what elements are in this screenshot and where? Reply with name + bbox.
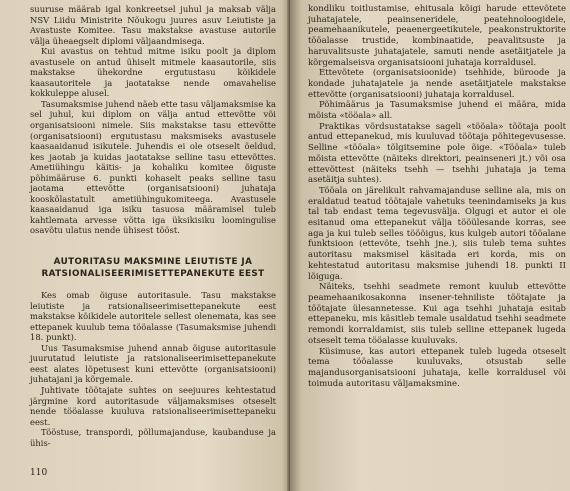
right-page (290, 0, 570, 491)
paragraph: Küsimuse, kas autori ettepanek tuleb lugeda otseselt tema tööalasse kuuluvaks, otsustab selle majandusorganisatsiooni juhataja, kelle korraldusel või toimuda autoritasu väljamaksmine. (308, 346, 566, 389)
paragraph: Tööala on järelikult rahvamajanduse selline ala, mis on eraldatud teatud töötajale vahetuks teenindamiseks ja kus tal tab endast tema tegevusvälja. Olgugi et autor ei ole esitanud oma ettepanekut välja tööülesande korras, see aga ja kui tuleb selles tööõigus, kus kulgeb autori tööalane funktsioon (ettevõte, tsehh jne.), siis tuleb tema suhtes autoritasu maksmisel käsitada eri korda, mis on kehtestatud autoritasu maksmise juhendi 18. punkti II lõiguga. (308, 185, 566, 282)
section-heading: AUTORITASU MAKSMINE LEIUTISTE JA RATSIONALISEERIMISETTEPANEKUTE EEST (41, 257, 265, 280)
paragraph: kondliku toitlustamise, ehitusala kõigi harude ettevõtete juhatajatele, peainseneridele, peatehnoloogidele, peamehaanikutele, peaenergeetikutele, peakonstruktorite tööalasse trustide, kombinaatide, peavalitsuste ja haruvalitsuste juhatajatele, samuti nende asetäitjatele ja kõrgemalseisva organisatsiooni juhataja korraldusel. (308, 4, 566, 68)
paragraph: Juhtivate töötajate suhtes on seejuures kehtestatud järgmine kord autoritasude väljamaksmises otseselt nende tööalasse kuuluva ratsionaliseerimisettepaneku eest. (30, 384, 276, 427)
paragraph: Ettevõtete (organisatsioonide) tsehhide, büroode ja kondade juhatajatele ja nende asetäitjatele makstakse ettevõtte (organisatsiooni) juhataja korraldusel. (308, 68, 566, 100)
paragraph: Praktikas võrdsustatakse sageli «tööala» töötaja poolt antud ettepanekud, mis kuuluvad töötaja põhitegevusesse. Selline «tööala» tõlgitsemine pole õige. «Tööala» tuleb mõista ettevõtte (näiteks direktori, peainseneri jt.) või osa ettevõttest (näiteks tsehh — tsehhi juhataja ja tema asetäitja suhtes). (308, 121, 566, 186)
paragraph: Tööstuse, transpordi, põllumajanduse, kaubanduse ja ühis- (30, 427, 276, 448)
paragraph: Tasumaksmise juhend näeb ette tasu väljamaksmise ka sel juhul, kui diplom on välja antud ettevõtte või organisatsiooni nimele. Siis makstakse tasu ettevõtte (organisatsiooni) ergutustasu maksmiseks avastusele kaasaaidanud isikutele. Juhendis ei ole otseselt öeldud, kes jaotab ja kuidas jaotatakse selline tasu ettevõttes. Ametiühingu käitis- ja kohaliku komitee õiguste põhimääruse 6. punkti kohaselt peaks selline tasu jaotama ettevõtte (organisatsiooni) juhataja kooskõlastatult ametiühingukomiteega. Avastusele kaasaaidanud iga isiku tasuosa määramisel tuleb kahtlemata arvesse võtta iga üksikisiku loomingulise osavõtu ulatus nende ühisest tööst. (30, 98, 276, 236)
paragraph: Kui avastus on tehtud mitme isiku poolt ja diplom avastusele on antud ühiselt mitmele kaasautorile, siis makstakse ühekordne ergutustasu kõikidele kaasautoritele ja jaotatakse nende omavahelise kokkuleppe alusel. (30, 46, 276, 99)
paragraph: Uus Tasumaksmise juhend annab õiguse autoritasule juurutatud leiutiste ja ratsionaliseerimisettepanekute eest alates lõpetusest kuni ettevõtte (organisatsiooni) juhatajani ja kõrgemale. (30, 342, 276, 385)
paragraph: Näiteks, tsehhi seadmete remont kuulub ettevõtte peamehaanikosakonna insener-tehniliste töötajate ja töötajate ülesannetesse. Kui aga tsehhi juhataja esitab ettepaneku, mis käsitleb temale usaldatud tsehhi seadmete remondi korraldamist, siis tuleb selline ettepanek lugeda otseselt tema tööalasse kuuluvaks. (308, 282, 566, 346)
paragraph: Põhimäärus ja Tasumaksmise juhend ei määra, mida mõista «tööala» all. (308, 100, 566, 122)
paragraph: Kes omab õiguse autoritasule. Tasu makstakse leiutiste ja ratsionaliseerimisettepanekute eest makstakse kõikidele autoritele sellest olenemata, kas see ettepanek kuulub tema tööalasse (Tasumaksmise juhendi 18. punkt). (30, 290, 276, 343)
page-number: 110 (30, 468, 48, 478)
paragraph: suuruse määrab igal konkreetsel juhul ja maksab välja NSV Liidu Ministrite Nõukogu juures asuv Leiutiste ja Avastuste Komitee. Tasu makstakse avastuse autorile välja üheaegselt diplomi väljaandmisega. (30, 4, 276, 46)
